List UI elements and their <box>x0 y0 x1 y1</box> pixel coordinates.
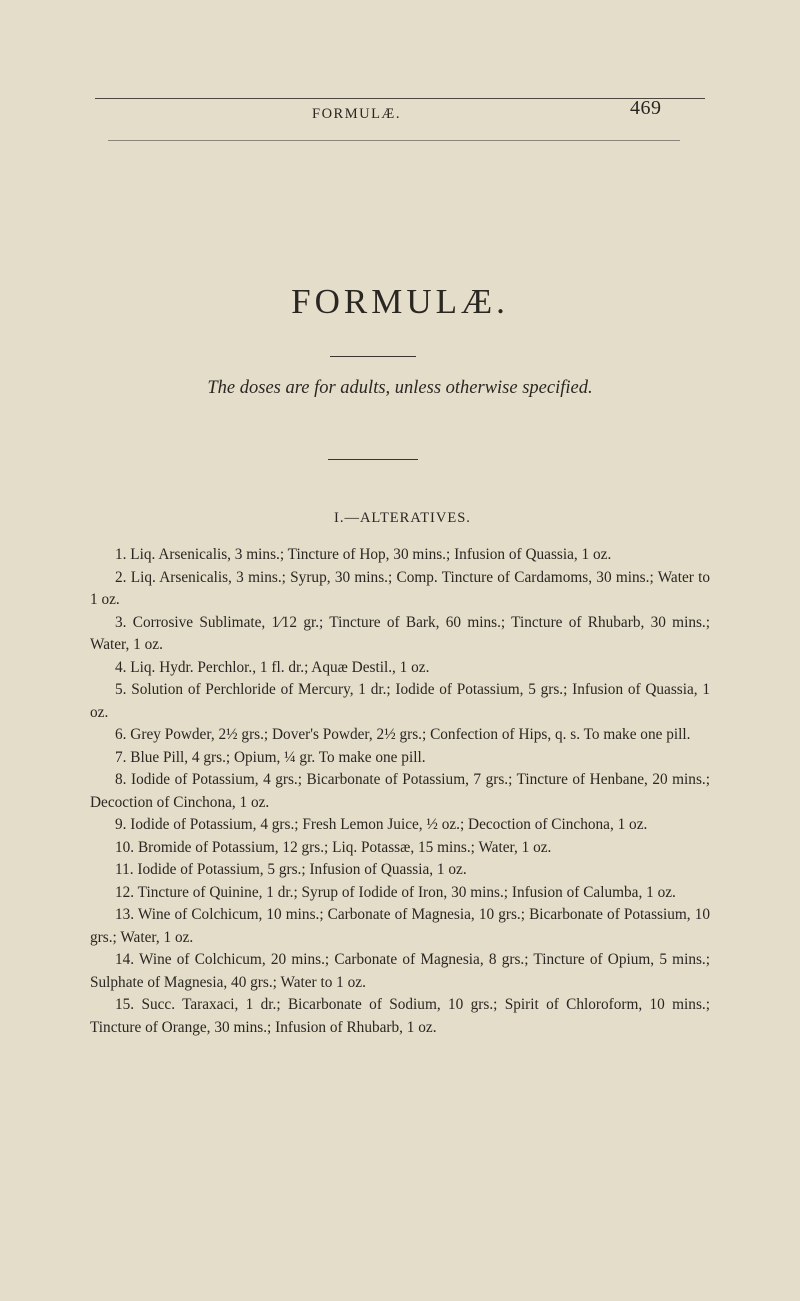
running-head: FORMULÆ. <box>312 106 401 122</box>
formula-item: 4. Liq. Hydr. Perchlor., 1 fl. dr.; Aquæ Destil., 1 oz. <box>115 658 430 676</box>
formula-item: 1. Liq. Arsenicalis, 3 mins.; Tincture of Hop, 30 mins.; Infusion of Quassia, 1 oz. <box>115 546 612 563</box>
formula-item: 5. Solution of Perchloride of Mercury, 1 dr.; Iodide of Potassium, 5 grs.; Infusion of Quassia, 1 oz. <box>90 681 710 721</box>
formula-item: 7. Blue Pill, 4 grs.; Opium, ¼ gr. To make one pill. <box>115 748 426 766</box>
formula-item: 2. Liq. Arsenicalis, 3 mins.; Syrup, 30 mins.; Comp. Tincture of Cardamoms, 30 mins.; Water to 1 oz. <box>90 568 710 608</box>
formula-item: 15. Succ. Taraxaci, 1 dr.; Bicarbonate of Sodium, 10 grs.; Spirit of Chloroform, 10 mins.; Tincture of Orange, 30 mins.; Infusion of Rhubarb, 1 oz. <box>90 996 710 1036</box>
formula-item: 11. Iodide of Potassium, 5 grs.; Infusion of Quassia, 1 oz. <box>115 861 467 878</box>
formula-item: 10. Bromide of Potassium, 12 grs.; Liq. Potassæ, 15 mins.; Water, 1 oz. <box>115 838 552 856</box>
page-number: 469 <box>630 97 662 119</box>
formula-item: 3. Corrosive Sublimate, 1⁄12 gr.; Tincture of Bark, 60 mins.; Tincture of Rhubarb, 30 mins.; Water, 1 oz. <box>90 613 710 653</box>
formula-item: 9. Iodide of Potassium, 4 grs.; Fresh Lemon Juice, ½ oz.; Decoction of Cinchona, 1 oz. <box>115 816 648 833</box>
subtitle: The doses are for adults, unless otherwise specified. <box>207 378 593 398</box>
title-rule <box>330 356 416 357</box>
formula-item: 14. Wine of Colchicum, 20 mins.; Carbonate of Magnesia, 8 grs.; Tincture of Opium, 5 mins.; Sulphate of Magnesia, 40 grs.; Water to 1 oz. <box>90 951 710 991</box>
formula-list <box>90 544 710 1039</box>
formula-item: 8. Iodide of Potassium, 4 grs.; Bicarbonate of Potassium, 7 grs.; Tincture of Henbane, 20 mins.; Decoction of Cinchona, 1 oz. <box>90 771 710 811</box>
formula-item: 6. Grey Powder, 2½ grs.; Dover's Powder, 2½ grs.; Confection of Hips, q. s. To make one pill. <box>115 726 691 743</box>
page-title: FORMULÆ. <box>291 282 509 321</box>
formula-item: 12. Tincture of Quinine, 1 dr.; Syrup of Iodide of Iron, 30 mins.; Infusion of Calumba, 1 oz. <box>115 883 676 901</box>
header-underline <box>108 140 680 141</box>
header-rule <box>95 98 705 99</box>
subtitle-rule <box>328 459 418 460</box>
formula-item: 13. Wine of Colchicum, 10 mins.; Carbonate of Magnesia, 10 grs.; Bicarbonate of Potassium, 10 grs.; Water, 1 oz. <box>90 906 710 946</box>
section-heading: I.—ALTERATIVES. <box>334 510 471 526</box>
